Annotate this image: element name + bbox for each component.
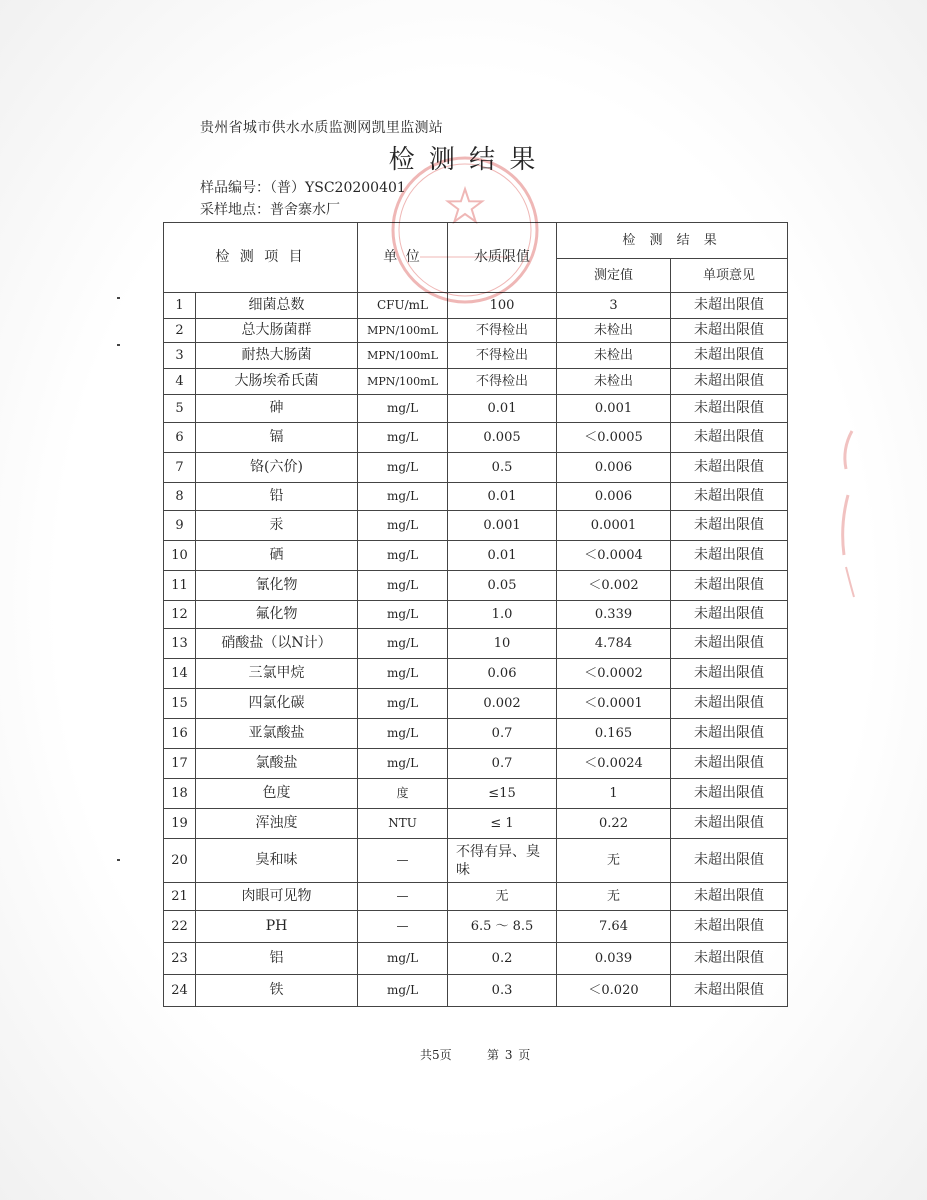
item-opinion: 未超出限值 — [671, 453, 788, 483]
row-number: 9 — [164, 511, 196, 541]
item-opinion: 未超出限值 — [671, 719, 788, 749]
sampling-location: 采样地点：普舍寨水厂 — [200, 202, 340, 218]
table-row — [164, 483, 788, 511]
footer-total-pages: 共5页 — [420, 1048, 452, 1062]
item-opinion: 未超出限值 — [671, 483, 788, 511]
unit: mg/L — [358, 719, 448, 749]
table-row — [164, 883, 788, 911]
table-row — [164, 541, 788, 571]
measured-value: ＜0.0004 — [557, 541, 671, 571]
table-row — [164, 659, 788, 689]
limit-value: 1.0 — [448, 601, 557, 629]
test-item: 氯酸盐 — [196, 749, 358, 779]
item-opinion: 未超出限值 — [671, 749, 788, 779]
limit-value: 0.7 — [448, 719, 557, 749]
test-item: PH — [196, 911, 358, 943]
measured-value: ＜0.0024 — [557, 749, 671, 779]
scan-mark — [117, 297, 120, 299]
test-item: 汞 — [196, 511, 358, 541]
row-number: 1 — [164, 293, 196, 319]
table-header-row — [164, 223, 788, 259]
test-item: 肉眼可见物 — [196, 883, 358, 911]
measured-value: 0.0001 — [557, 511, 671, 541]
table-row — [164, 975, 788, 1007]
test-item: 细菌总数 — [196, 293, 358, 319]
measured-value: 0.039 — [557, 943, 671, 975]
row-number: 10 — [164, 541, 196, 571]
test-item: 氰化物 — [196, 571, 358, 601]
header-test-item: 检 测 项 目 — [164, 223, 358, 293]
header-opinion: 单项意见 — [671, 259, 788, 293]
item-opinion: 未超出限值 — [671, 943, 788, 975]
item-opinion: 未超出限值 — [671, 571, 788, 601]
measured-value: ＜0.0001 — [557, 689, 671, 719]
item-opinion: 未超出限值 — [671, 511, 788, 541]
table-row — [164, 601, 788, 629]
scan-mark — [117, 859, 120, 861]
measured-value: ＜0.0005 — [557, 423, 671, 453]
row-number: 20 — [164, 839, 196, 883]
limit-value: 0.06 — [448, 659, 557, 689]
table-row — [164, 943, 788, 975]
row-number: 22 — [164, 911, 196, 943]
measured-value: 4.784 — [557, 629, 671, 659]
test-item: 浑浊度 — [196, 809, 358, 839]
row-number: 8 — [164, 483, 196, 511]
item-opinion: 未超出限值 — [671, 319, 788, 343]
test-item: 大肠埃希氏菌 — [196, 369, 358, 395]
limit-value: ≤15 — [448, 779, 557, 809]
unit: mg/L — [358, 453, 448, 483]
unit: 度 — [358, 779, 448, 809]
row-number: 16 — [164, 719, 196, 749]
item-opinion: 未超出限值 — [671, 689, 788, 719]
table-row — [164, 369, 788, 395]
unit: mg/L — [358, 943, 448, 975]
row-number: 2 — [164, 319, 196, 343]
measured-value: 未检出 — [557, 343, 671, 369]
unit: — — [358, 839, 448, 883]
unit: NTU — [358, 809, 448, 839]
row-number: 7 — [164, 453, 196, 483]
limit-value: 0.001 — [448, 511, 557, 541]
test-item: 硒 — [196, 541, 358, 571]
row-number: 14 — [164, 659, 196, 689]
test-item: 硝酸盐（以N计） — [196, 629, 358, 659]
item-opinion: 未超出限值 — [671, 629, 788, 659]
measured-value: ＜0.020 — [557, 975, 671, 1007]
test-item: 镉 — [196, 423, 358, 453]
item-opinion: 未超出限值 — [671, 541, 788, 571]
measured-value: 0.001 — [557, 395, 671, 423]
table-row — [164, 343, 788, 369]
test-item: 铬(六价) — [196, 453, 358, 483]
header-result-group: 检 测 结 果 — [557, 223, 788, 259]
limit-value: 0.005 — [448, 423, 557, 453]
limit-value: 0.01 — [448, 395, 557, 423]
measured-value: 0.339 — [557, 601, 671, 629]
unit: — — [358, 883, 448, 911]
row-number: 11 — [164, 571, 196, 601]
unit: mg/L — [358, 483, 448, 511]
item-opinion: 未超出限值 — [671, 293, 788, 319]
row-number: 3 — [164, 343, 196, 369]
header-limit: 水质限值 — [448, 223, 557, 293]
measured-value: 7.64 — [557, 911, 671, 943]
table-row — [164, 629, 788, 659]
item-opinion: 未超出限值 — [671, 395, 788, 423]
test-item: 四氯化碳 — [196, 689, 358, 719]
unit: MPN/100mL — [358, 369, 448, 395]
table-row — [164, 423, 788, 453]
unit: MPN/100mL — [358, 319, 448, 343]
unit: mg/L — [358, 511, 448, 541]
table-row — [164, 719, 788, 749]
results-table — [163, 222, 788, 1007]
unit: CFU/mL — [358, 293, 448, 319]
unit: mg/L — [358, 571, 448, 601]
test-item: 色度 — [196, 779, 358, 809]
row-number: 5 — [164, 395, 196, 423]
table-row — [164, 319, 788, 343]
unit: mg/L — [358, 601, 448, 629]
sample-number: 样品编号：（普）YSC20200401 — [200, 180, 406, 196]
item-opinion: 未超出限值 — [671, 839, 788, 883]
measured-value: 0.22 — [557, 809, 671, 839]
edge-seal-mark — [832, 425, 858, 605]
limit-value: 0.2 — [448, 943, 557, 975]
row-number: 19 — [164, 809, 196, 839]
item-opinion: 未超出限值 — [671, 343, 788, 369]
test-item: 总大肠菌群 — [196, 319, 358, 343]
limit-value: 10 — [448, 629, 557, 659]
measured-value: 无 — [557, 839, 671, 883]
limit-value: 0.01 — [448, 541, 557, 571]
limit-value: 0.01 — [448, 483, 557, 511]
item-opinion: 未超出限值 — [671, 975, 788, 1007]
table-row — [164, 809, 788, 839]
unit: MPN/100mL — [358, 343, 448, 369]
item-opinion: 未超出限值 — [671, 423, 788, 453]
item-opinion: 未超出限值 — [671, 911, 788, 943]
unit: mg/L — [358, 541, 448, 571]
item-opinion: 未超出限值 — [671, 779, 788, 809]
row-number: 23 — [164, 943, 196, 975]
limit-value: 0.5 — [448, 453, 557, 483]
table-row — [164, 571, 788, 601]
limit-value: ≤ 1 — [448, 809, 557, 839]
table-row — [164, 511, 788, 541]
test-item: 铝 — [196, 943, 358, 975]
row-number: 15 — [164, 689, 196, 719]
measured-value: ＜0.002 — [557, 571, 671, 601]
measured-value: 0.006 — [557, 453, 671, 483]
test-item: 铅 — [196, 483, 358, 511]
limit-value: 100 — [448, 293, 557, 319]
table-row — [164, 689, 788, 719]
item-opinion: 未超出限值 — [671, 883, 788, 911]
row-number: 13 — [164, 629, 196, 659]
table-row — [164, 749, 788, 779]
row-number: 18 — [164, 779, 196, 809]
unit: mg/L — [358, 629, 448, 659]
row-number: 21 — [164, 883, 196, 911]
footer-current-page: 第 3 页 — [487, 1048, 532, 1062]
measured-value: 1 — [557, 779, 671, 809]
item-opinion: 未超出限值 — [671, 369, 788, 395]
unit: mg/L — [358, 689, 448, 719]
limit-value: 不得有异、臭味 — [448, 839, 557, 883]
header-unit: 单 位 — [358, 223, 448, 293]
limit-value: 0.7 — [448, 749, 557, 779]
table-body — [164, 293, 788, 1007]
measured-value: 0.165 — [557, 719, 671, 749]
limit-value: 0.002 — [448, 689, 557, 719]
test-item: 砷 — [196, 395, 358, 423]
organization-name: 贵州省城市供水水质监测网凯里监测站 — [200, 120, 444, 136]
test-item: 臭和味 — [196, 839, 358, 883]
measured-value: 0.006 — [557, 483, 671, 511]
row-number: 17 — [164, 749, 196, 779]
unit: mg/L — [358, 395, 448, 423]
test-item: 铁 — [196, 975, 358, 1007]
table-row — [164, 779, 788, 809]
table-row — [164, 839, 788, 883]
scan-mark — [117, 344, 120, 346]
item-opinion: 未超出限值 — [671, 809, 788, 839]
limit-value: 不得检出 — [448, 343, 557, 369]
table-row — [164, 453, 788, 483]
row-number: 24 — [164, 975, 196, 1007]
header-measured: 测定值 — [557, 259, 671, 293]
test-item: 三氯甲烷 — [196, 659, 358, 689]
unit: mg/L — [358, 749, 448, 779]
table-row — [164, 911, 788, 943]
test-item: 氟化物 — [196, 601, 358, 629]
measured-value: 未检出 — [557, 369, 671, 395]
unit: mg/L — [358, 975, 448, 1007]
row-number: 6 — [164, 423, 196, 453]
limit-value: 0.05 — [448, 571, 557, 601]
table-row — [164, 395, 788, 423]
limit-value: 0.3 — [448, 975, 557, 1007]
limit-value: 6.5 ～ 8.5 — [448, 911, 557, 943]
limit-value: 无 — [448, 883, 557, 911]
page-title: 检 测 结 果 — [388, 145, 539, 175]
measured-value: ＜0.0002 — [557, 659, 671, 689]
unit: — — [358, 911, 448, 943]
table-row — [164, 293, 788, 319]
unit: mg/L — [358, 423, 448, 453]
limit-value: 不得检出 — [448, 369, 557, 395]
row-number: 4 — [164, 369, 196, 395]
item-opinion: 未超出限值 — [671, 601, 788, 629]
test-item: 耐热大肠菌 — [196, 343, 358, 369]
row-number: 12 — [164, 601, 196, 629]
unit: mg/L — [358, 659, 448, 689]
item-opinion: 未超出限值 — [671, 659, 788, 689]
measured-value: 未检出 — [557, 319, 671, 343]
measured-value: 3 — [557, 293, 671, 319]
test-item: 亚氯酸盐 — [196, 719, 358, 749]
limit-value: 不得检出 — [448, 319, 557, 343]
measured-value: 无 — [557, 883, 671, 911]
